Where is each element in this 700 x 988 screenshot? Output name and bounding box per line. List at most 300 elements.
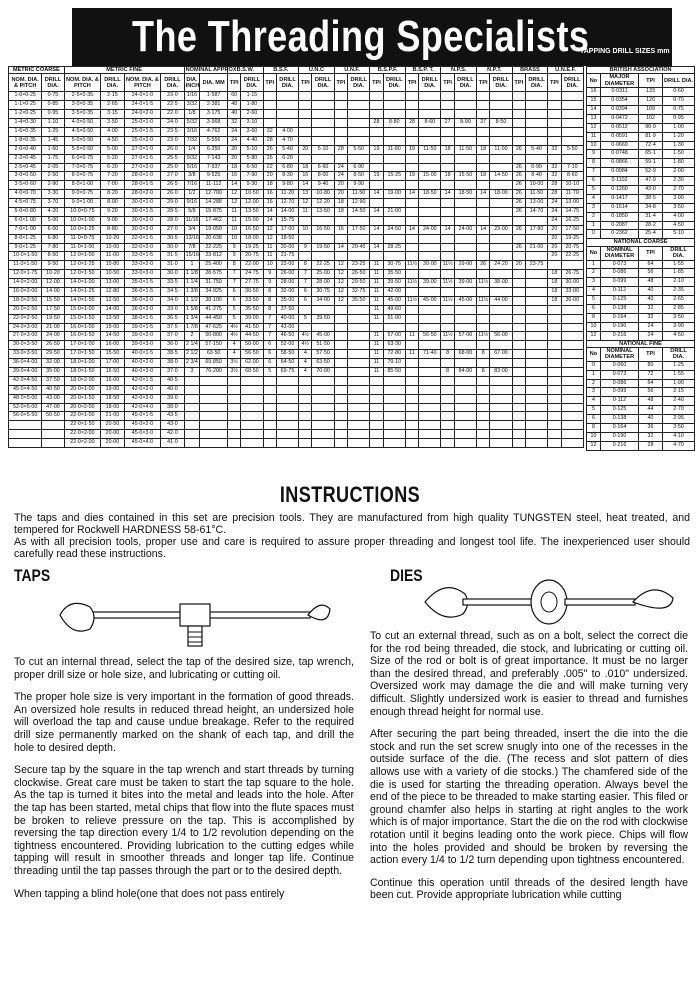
table-row bbox=[9, 430, 584, 439]
table-cell: 33·00 bbox=[561, 288, 584, 297]
table-cell: 0·95 bbox=[42, 110, 64, 119]
table-cell: 32 bbox=[548, 163, 561, 172]
table-cell: 16·25 bbox=[561, 216, 584, 225]
national-coarse-header: TPI bbox=[639, 246, 663, 260]
table-cell: 19 bbox=[405, 145, 418, 154]
table-cell bbox=[405, 234, 418, 243]
table-cell: 50·800 bbox=[200, 332, 228, 341]
table-cell bbox=[263, 385, 276, 394]
table-cell bbox=[348, 305, 370, 314]
table-cell: 32 bbox=[228, 119, 241, 128]
table-cell bbox=[299, 403, 312, 412]
table-cell: 19·25 bbox=[561, 234, 584, 243]
ba-cell: 5·10 bbox=[663, 230, 695, 239]
ba-cell: 0 bbox=[587, 230, 601, 239]
instructions-title: INSTRUCTIONS bbox=[279, 482, 421, 507]
table-cell bbox=[405, 385, 418, 394]
table-cell: 26·0 bbox=[161, 145, 184, 154]
table-cell bbox=[490, 403, 512, 412]
table-cell bbox=[405, 199, 418, 208]
table-cell: 40·0×3·0 bbox=[124, 368, 161, 377]
table-row bbox=[9, 190, 584, 199]
table-cell: 45·0×4·50 bbox=[9, 385, 42, 394]
table-cell bbox=[299, 216, 312, 225]
table-cell: 7/8 bbox=[184, 243, 200, 252]
table-cell: 19·50 bbox=[42, 314, 64, 323]
table-cell bbox=[299, 252, 312, 261]
table-cell: 47·625 bbox=[200, 323, 228, 332]
group-unc: U.N.C bbox=[299, 67, 335, 74]
table-cell: 17·50 bbox=[561, 225, 584, 234]
tpi-header: TPI bbox=[334, 74, 347, 92]
title-banner bbox=[72, 8, 672, 66]
table-cell bbox=[561, 439, 584, 448]
table-cell: 15·25 bbox=[383, 172, 405, 181]
table-cell: 5/16 bbox=[184, 163, 200, 172]
table-cell: 5·00 bbox=[101, 145, 124, 154]
table-cell: 25·5 bbox=[161, 154, 184, 163]
table-cell bbox=[419, 136, 441, 145]
ba-cell: 2·85 bbox=[663, 305, 695, 314]
table-cell bbox=[405, 439, 418, 448]
table-cell: 19·50 bbox=[312, 243, 334, 252]
drill-dia-header: DRILL DIA. bbox=[525, 74, 547, 92]
table-cell: 2·0×0·40 bbox=[9, 145, 42, 154]
table-cell: 6 bbox=[263, 359, 276, 368]
table-cell bbox=[383, 136, 405, 145]
table-cell bbox=[490, 376, 512, 385]
table-cell: 12·700 bbox=[200, 190, 228, 199]
table-cell bbox=[370, 154, 383, 163]
table-cell bbox=[512, 341, 525, 350]
table-cell: 5·40 bbox=[525, 145, 547, 154]
table-cell: 18·50 bbox=[454, 190, 476, 199]
ba-cell: 24 bbox=[639, 331, 663, 340]
table-cell bbox=[477, 288, 490, 297]
table-cell: 52·00 bbox=[276, 341, 298, 350]
table-cell: 45·00 bbox=[419, 296, 441, 305]
table-cell bbox=[419, 154, 441, 163]
table-cell bbox=[512, 92, 525, 101]
intro-paragraph-1: The taps and dies contained in this set are precision tools. They are manufactured from high quality TUNGSTEN steel, heat treated, and tempered for Rockwell HARDNESS 58-61°C. bbox=[14, 512, 690, 536]
table-row bbox=[9, 127, 584, 136]
table-cell bbox=[454, 270, 476, 279]
group-nominal-approx: NOMINAL APPROX. bbox=[185, 67, 239, 73]
table-cell bbox=[454, 101, 476, 110]
table-cell bbox=[561, 110, 584, 119]
table-cell bbox=[512, 270, 525, 279]
table-cell: 1/16 bbox=[184, 92, 200, 101]
table-cell: 1·4×0·30 bbox=[9, 119, 42, 128]
table-cell: 19 bbox=[370, 172, 383, 181]
ba-cell: 1 bbox=[587, 370, 601, 379]
table-cell: 6 bbox=[263, 350, 276, 359]
ba-cell: 3 bbox=[587, 278, 601, 287]
table-cell: 11 bbox=[370, 270, 383, 279]
table-cell bbox=[370, 439, 383, 448]
table-cell bbox=[419, 252, 441, 261]
table-cell bbox=[477, 136, 490, 145]
table-cell bbox=[405, 359, 418, 368]
table-cell bbox=[548, 368, 561, 377]
table-cell: 27·0×1·0 bbox=[124, 145, 161, 154]
table-cell: 21·00 bbox=[101, 412, 124, 421]
table-cell bbox=[512, 305, 525, 314]
table-cell: 8 bbox=[263, 305, 276, 314]
table-cell bbox=[512, 252, 525, 261]
table-cell bbox=[561, 430, 584, 439]
ba-cell: 5 bbox=[587, 406, 601, 415]
table-cell: 1 3/4 bbox=[184, 314, 200, 323]
table-cell bbox=[348, 154, 370, 163]
table-cell bbox=[42, 439, 64, 448]
table-cell bbox=[561, 136, 584, 145]
table-cell bbox=[299, 110, 312, 119]
table-cell bbox=[312, 403, 334, 412]
table-cell: 18 bbox=[548, 279, 561, 288]
table-row bbox=[9, 439, 584, 448]
table-cell bbox=[370, 110, 383, 119]
table-cell: 1·45 bbox=[42, 136, 64, 145]
table-cell: 46·50 bbox=[276, 332, 298, 341]
table-cell: 62·00 bbox=[241, 359, 263, 368]
table-cell: 14 bbox=[370, 243, 383, 252]
table-cell: 6·60 bbox=[312, 163, 334, 172]
table-cell: 5 bbox=[228, 305, 241, 314]
ba-cell: 1·85 bbox=[663, 269, 695, 278]
table-cell bbox=[241, 430, 263, 439]
table-cell bbox=[370, 136, 383, 145]
table-cell: 14·50 bbox=[348, 207, 370, 216]
table-cell: 38·5 bbox=[161, 350, 184, 359]
table-cell: 1 1/4 bbox=[184, 279, 200, 288]
ba-cell: 0·086 bbox=[601, 379, 639, 388]
table-cell: 43·0 bbox=[161, 421, 184, 430]
table-cell bbox=[276, 394, 298, 403]
table-row bbox=[9, 172, 584, 181]
table-cell: 40·0 bbox=[161, 385, 184, 394]
table-cell: 25·0×2·0 bbox=[124, 136, 161, 145]
ba-title: BRITISH ASSOCIATION bbox=[587, 67, 695, 74]
table-cell: 20 bbox=[548, 234, 561, 243]
table-row bbox=[9, 314, 584, 323]
ba-cell: 0·1417 bbox=[601, 194, 639, 203]
taps-paragraph-4: When tapping a blind hole(one that does not pass entirely bbox=[14, 887, 285, 900]
table-cell bbox=[241, 412, 263, 421]
table-cell: 9·0×0·75 bbox=[64, 190, 101, 199]
table-cell bbox=[200, 376, 228, 385]
table-row bbox=[9, 163, 584, 172]
table-cell bbox=[477, 207, 490, 216]
table-cell: 8·0×0·75 bbox=[64, 172, 101, 181]
table-cell bbox=[548, 394, 561, 403]
table-cell bbox=[312, 385, 334, 394]
table-cell bbox=[312, 234, 334, 243]
table-cell bbox=[561, 412, 584, 421]
table-cell: 17·80 bbox=[525, 225, 547, 234]
table-cell: 30·0 bbox=[161, 243, 184, 252]
table-cell: 20 bbox=[548, 225, 561, 234]
table-cell: 4½ bbox=[299, 341, 312, 350]
table-cell bbox=[512, 421, 525, 430]
table-cell bbox=[263, 430, 276, 439]
table-cell bbox=[548, 261, 561, 270]
table-cell: 24·20 bbox=[490, 261, 512, 270]
table-cell bbox=[312, 305, 334, 314]
table-cell: 5·0×0·80 bbox=[9, 207, 42, 216]
table-cell: 11 bbox=[405, 332, 418, 341]
table-cell bbox=[348, 439, 370, 448]
table-cell: 14·70 bbox=[525, 207, 547, 216]
table-cell bbox=[370, 252, 383, 261]
table-row bbox=[9, 199, 584, 208]
table-cell bbox=[312, 252, 334, 261]
table-cell bbox=[441, 403, 454, 412]
table-row bbox=[9, 154, 584, 163]
table-cell: 0·85 bbox=[42, 101, 64, 110]
table-cell: 18·00 bbox=[101, 403, 124, 412]
table-cell: 18·00 bbox=[241, 234, 263, 243]
table-cell bbox=[454, 314, 476, 323]
table-row bbox=[9, 279, 584, 288]
table-cell bbox=[548, 110, 561, 119]
table-cell bbox=[334, 305, 347, 314]
table-cell: 20 bbox=[512, 261, 525, 270]
table-cell: 2 bbox=[184, 332, 200, 341]
table-cell bbox=[525, 101, 547, 110]
table-cell bbox=[348, 323, 370, 332]
table-cell: 45·00 bbox=[454, 296, 476, 305]
table-cell bbox=[405, 323, 418, 332]
table-cell bbox=[454, 243, 476, 252]
table-cell: 11 bbox=[370, 279, 383, 288]
table-cell bbox=[512, 110, 525, 119]
table-cell bbox=[490, 127, 512, 136]
table-cell bbox=[441, 216, 454, 225]
table-cell: 11 bbox=[405, 350, 418, 359]
table-cell bbox=[228, 403, 241, 412]
table-cell: 14·0×1·00 bbox=[64, 279, 101, 288]
group-unef: U.N.E.F. bbox=[548, 67, 584, 74]
table-cell: 16·00 bbox=[101, 376, 124, 385]
table-cell: 9·0×1·25 bbox=[9, 243, 42, 252]
table-cell: 7·937 bbox=[200, 163, 228, 172]
table-cell bbox=[441, 394, 454, 403]
table-cell bbox=[383, 127, 405, 136]
table-cell: 22·0×2·50 bbox=[9, 314, 42, 323]
table-cell: 84·00 bbox=[454, 368, 476, 377]
table-cell: 28·00 bbox=[312, 279, 334, 288]
table-cell bbox=[370, 163, 383, 172]
table-cell bbox=[419, 234, 441, 243]
table-cell: 47·00 bbox=[42, 403, 64, 412]
table-cell: 6·20 bbox=[276, 154, 298, 163]
table-cell bbox=[383, 101, 405, 110]
ba-cell: 10 bbox=[587, 432, 601, 441]
table-cell: 20·75 bbox=[241, 252, 263, 261]
table-cell: 18 bbox=[477, 145, 490, 154]
table-cell bbox=[477, 234, 490, 243]
table-cell bbox=[441, 243, 454, 252]
table-cell bbox=[512, 376, 525, 385]
table-cell bbox=[477, 359, 490, 368]
ba-cell: 2 bbox=[587, 269, 601, 278]
table-cell bbox=[477, 314, 490, 323]
table-cell: 18 bbox=[263, 181, 276, 190]
drill-dia-header: DRILL DIA. bbox=[383, 74, 405, 92]
table-cell bbox=[383, 216, 405, 225]
table-cell: 9·20 bbox=[101, 207, 124, 216]
ba-cell: 109 bbox=[639, 106, 663, 115]
table-cell bbox=[454, 376, 476, 385]
table-cell: 24·0×1·5 bbox=[124, 101, 161, 110]
table-cell: 58·50 bbox=[276, 350, 298, 359]
table-cell: 7·143 bbox=[200, 154, 228, 163]
table-cell bbox=[525, 376, 547, 385]
table-cell: 11 bbox=[370, 341, 383, 350]
ba-cell: 0·0512 bbox=[601, 123, 639, 132]
table-cell: 42·0×4·0 bbox=[124, 403, 161, 412]
table-cell: 38·0×1·5 bbox=[124, 314, 161, 323]
table-cell: 1/2 bbox=[184, 190, 200, 199]
table-cell: 8·0×1·00 bbox=[64, 181, 101, 190]
table-cell: 28·575 bbox=[200, 270, 228, 279]
ba-cell: 52·9 bbox=[639, 168, 663, 177]
table-cell: 33·0×3·0 bbox=[124, 270, 161, 279]
table-cell: 14 bbox=[263, 207, 276, 216]
table-cell: 13·00 bbox=[561, 199, 584, 208]
table-cell bbox=[370, 199, 383, 208]
table-cell bbox=[454, 412, 476, 421]
table-cell bbox=[299, 136, 312, 145]
table-cell: 41·50 bbox=[241, 323, 263, 332]
table-row bbox=[9, 359, 584, 368]
table-cell: 1·75 bbox=[42, 154, 64, 163]
table-cell bbox=[525, 350, 547, 359]
table-cell bbox=[548, 314, 561, 323]
table-cell: 24·00 bbox=[454, 225, 476, 234]
table-cell: 11 bbox=[370, 261, 383, 270]
table-cell: 8·80 bbox=[101, 225, 124, 234]
ba-row bbox=[587, 305, 695, 314]
tpi-header: TPI bbox=[263, 74, 276, 92]
table-cell: 11 bbox=[263, 243, 276, 252]
ba-row bbox=[587, 441, 695, 450]
table-cell: 20 bbox=[334, 181, 347, 190]
table-cell bbox=[383, 110, 405, 119]
table-cell bbox=[383, 154, 405, 163]
table-cell bbox=[454, 359, 476, 368]
table-cell: 17·00 bbox=[101, 359, 124, 368]
table-cell bbox=[512, 332, 525, 341]
national-coarse-header: No bbox=[587, 246, 601, 260]
table-cell: 5·40 bbox=[276, 145, 298, 154]
table-cell: 3½ bbox=[228, 368, 241, 377]
table-cell bbox=[405, 110, 418, 119]
table-cell bbox=[299, 234, 312, 243]
table-cell: 9·90 bbox=[348, 181, 370, 190]
table-cell: 14 bbox=[370, 207, 383, 216]
table-cell: 50·00 bbox=[241, 341, 263, 350]
die-stock-illustration bbox=[425, 572, 675, 632]
table-cell bbox=[334, 394, 347, 403]
table-cell: 8 bbox=[441, 350, 454, 359]
table-cell bbox=[405, 207, 418, 216]
table-cell bbox=[276, 376, 298, 385]
table-cell: 26·50 bbox=[348, 270, 370, 279]
ba-cell: 11 bbox=[587, 132, 601, 141]
table-cell bbox=[370, 234, 383, 243]
table-cell: 30·00 bbox=[419, 261, 441, 270]
table-row bbox=[9, 421, 584, 430]
table-cell bbox=[477, 305, 490, 314]
table-cell: 24·75 bbox=[241, 270, 263, 279]
table-cell: 18·0×2·00 bbox=[64, 376, 101, 385]
table-cell: 18·0×1·50 bbox=[64, 368, 101, 377]
table-cell: 7 bbox=[263, 332, 276, 341]
table-cell: 35·50 bbox=[241, 305, 263, 314]
table-cell bbox=[348, 350, 370, 359]
table-cell bbox=[454, 216, 476, 225]
table-cell: 28·0×1·0 bbox=[124, 172, 161, 181]
ba-cell: 16 bbox=[587, 88, 601, 97]
ba-cell: 0·0669 bbox=[601, 141, 639, 150]
table-cell: 15/16 bbox=[184, 252, 200, 261]
table-cell: 33·0 bbox=[161, 305, 184, 314]
table-cell: 23·812 bbox=[200, 252, 228, 261]
table-cell bbox=[334, 216, 347, 225]
ba-row bbox=[587, 424, 695, 433]
table-row bbox=[9, 376, 584, 385]
table-cell: 36·5 bbox=[161, 314, 184, 323]
ba-row bbox=[587, 212, 695, 221]
table-cell: 12·0×1·25 bbox=[64, 261, 101, 270]
table-cell: 8 bbox=[299, 261, 312, 270]
table-cell bbox=[405, 252, 418, 261]
table-cell bbox=[383, 181, 405, 190]
table-cell: 10·20 bbox=[101, 234, 124, 243]
table-cell bbox=[334, 421, 347, 430]
table-cell: 44·00 bbox=[490, 296, 512, 305]
table-cell bbox=[419, 341, 441, 350]
table-cell bbox=[370, 181, 383, 190]
table-cell bbox=[405, 92, 418, 101]
table-cell bbox=[561, 376, 584, 385]
table-cell bbox=[441, 430, 454, 439]
table-cell bbox=[490, 394, 512, 403]
table-cell bbox=[276, 110, 298, 119]
table-cell bbox=[525, 216, 547, 225]
table-cell bbox=[419, 243, 441, 252]
table-cell: 28·5 bbox=[161, 207, 184, 216]
ba-cell: 2·15 bbox=[663, 388, 695, 397]
table-cell bbox=[441, 127, 454, 136]
table-cell bbox=[525, 119, 547, 128]
table-cell: 9·80 bbox=[276, 181, 298, 190]
table-cell: 2·5×0·45 bbox=[9, 163, 42, 172]
table-cell bbox=[525, 279, 547, 288]
ba-cell: 24 bbox=[639, 322, 663, 331]
ba-cell: 28 bbox=[639, 441, 663, 450]
ba-row bbox=[587, 106, 695, 115]
table-cell: 19·050 bbox=[200, 225, 228, 234]
drill-dia-header: DRILL DIA. bbox=[348, 74, 370, 92]
national-fine-header: TPI bbox=[639, 348, 663, 362]
ba-row bbox=[587, 114, 695, 123]
table-cell: 39·00 bbox=[454, 279, 476, 288]
table-cell: 14 bbox=[299, 181, 312, 190]
table-cell bbox=[405, 136, 418, 145]
